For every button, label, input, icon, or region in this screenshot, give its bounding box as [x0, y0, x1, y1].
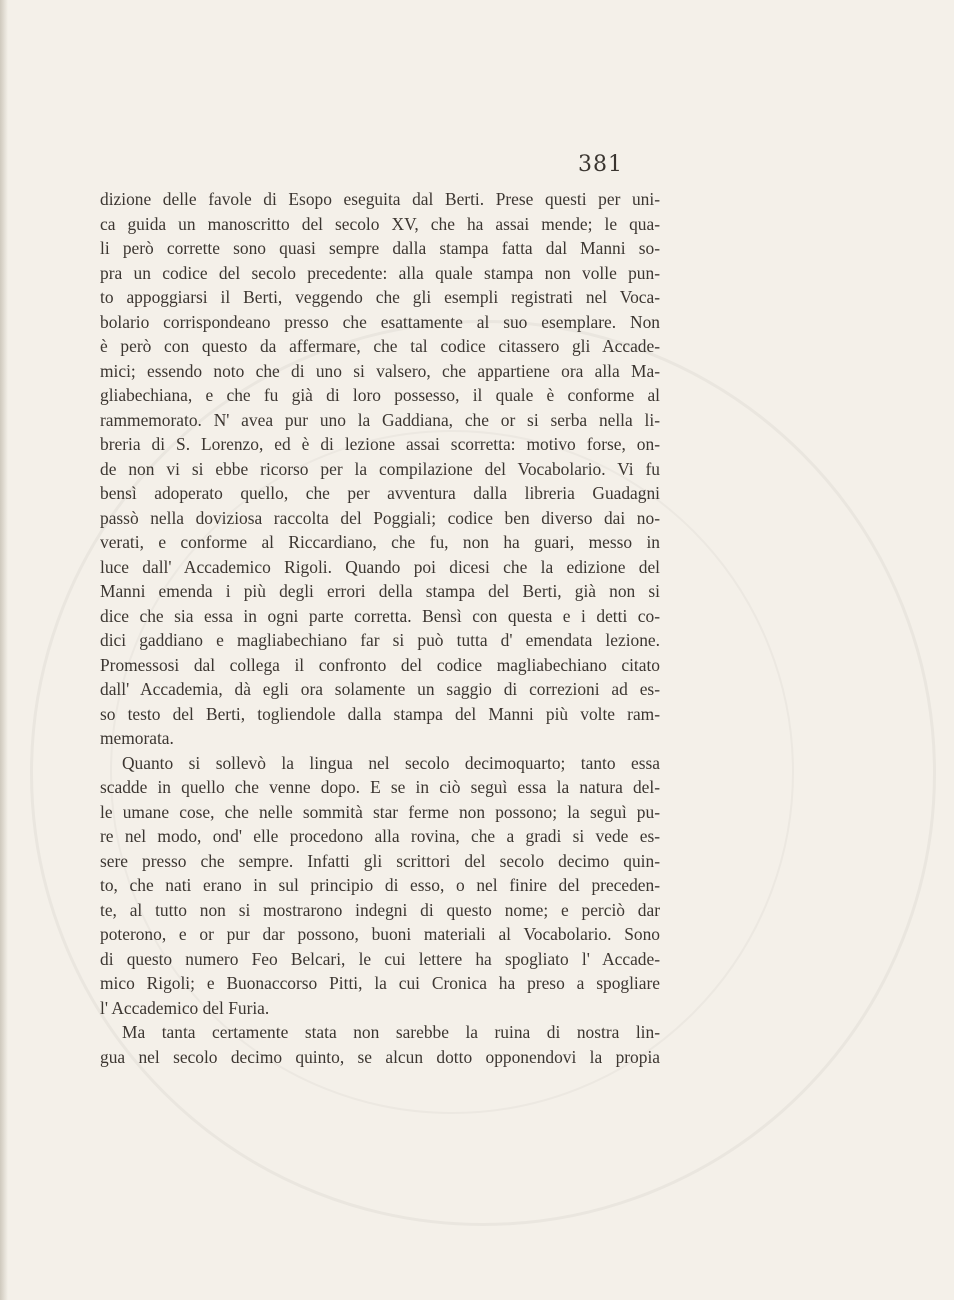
text-line: de non vi si ebbe ricorso per la compilazione del Vocabolario. Vi fu — [100, 458, 660, 479]
text-line: breria di S. Lorenzo, ed è di lezione assai scorretta: motivo forse, on- — [100, 434, 660, 454]
text-line: gua nel secolo decimo quinto, se alcun dotto opponendovi la propia — [100, 1046, 660, 1067]
text-line: dizione delle favole di Esopo eseguita dal Berti. Prese questi per uni- — [100, 189, 660, 209]
text-line: sere presso che sempre. Infatti gli scrittori del secolo decimo quin- — [100, 850, 660, 871]
text-line: ca guida un manoscritto del secolo XV, che ha assai mende; le qua- — [100, 213, 660, 234]
text-line: luce dall' Accademico Rigoli. Quando poi dicesi che la edizione del — [100, 556, 660, 577]
text-line: mico Rigoli; e Buonaccorso Pitti, la cui Cronica ha preso a spogliare — [100, 973, 660, 993]
text-line: Quanto si sollevò la lingua nel secolo decimoquarto; tanto essa — [122, 752, 660, 773]
page-edge-shadow — [0, 0, 8, 1300]
text-line: bensì adoperato quello, che per avventura dalla libreria Guadagni — [100, 483, 660, 503]
text-line: li però corrette sono quasi sempre dalla stampa fatta dal Manni so- — [100, 238, 660, 258]
text-line: re nel modo, ond' elle procedono alla rovina, che a gradi si vede es- — [100, 826, 660, 846]
text-line: Manni emenda i più degli errori della stampa del Berti, già non si — [100, 581, 660, 601]
text-line: scadde in quello che venne dopo. E se in ciò seguì essa la natura del- — [100, 777, 660, 797]
body-text — [100, 187, 660, 1069]
text-line: to, che nati erano in sul principio di esso, o nel finire del preceden- — [100, 875, 660, 895]
text-line: passò nella doviziosa raccolta del Poggiali; codice ben diverso dai no- — [100, 507, 660, 528]
text-line: rammemorato. N' avea pur uno la Gaddiana, che or si serba nella li- — [100, 409, 660, 430]
text-line: è però con questo da affermare, che tal codice citassero gli Accade- — [100, 336, 660, 356]
text-line: te, al tutto non si mostrarono indegni di questo nome; e perciò dar — [100, 899, 660, 920]
text-line: dice che sia essa in ogni parte corretta. Bensì con questa e i detti co- — [100, 605, 660, 626]
text-line: Promessosi dal collega il confronto del codice magliabechiano citato — [100, 654, 660, 675]
text-line: so testo del Berti, togliendole dalla stampa del Manni più volte ram- — [100, 703, 660, 724]
text-line: bolario corrispondeano presso che esattamente al suo esemplare. Non — [100, 311, 660, 332]
text-line: di questo numero Feo Belcari, le cui lettere ha spogliato l' Accade- — [100, 948, 660, 969]
text-line: pra un codice del secolo precedente: alla quale stampa non volle pun- — [100, 262, 660, 283]
text-line: l' Accademico del Furia. — [100, 997, 270, 1018]
text-line: mici; essendo noto che di uno si valsero, che appartiene ora alla Ma- — [100, 360, 660, 381]
text-line: poterono, e or pur dar possono, buoni materiali al Vocabolario. Sono — [100, 924, 660, 944]
text-line: gliabechiana, e che fu già di loro possesso, il quale è conforme al — [100, 385, 660, 405]
text-line: dall' Accademia, dà egli ora solamente un saggio di correzioni ad es- — [100, 679, 660, 699]
text-line: verati, e conforme al Riccardiano, che fu, non ha guari, messo in — [100, 532, 660, 552]
text-line: memorata. — [100, 728, 174, 748]
text-line: dici gaddiano e magliabechiano far si può tutta d' emendata lezione. — [100, 630, 660, 650]
text-line: to appoggiarsi il Berti, veggendo che gli esempli registrati nel Voca- — [100, 287, 660, 307]
text-line: Ma tanta certamente stata non sarebbe la ruina di nostra lin- — [122, 1022, 660, 1042]
text-line: le umane cose, che nelle sommità star ferme non possono; la seguì pu- — [100, 801, 660, 822]
page-number: 381 — [578, 152, 623, 177]
